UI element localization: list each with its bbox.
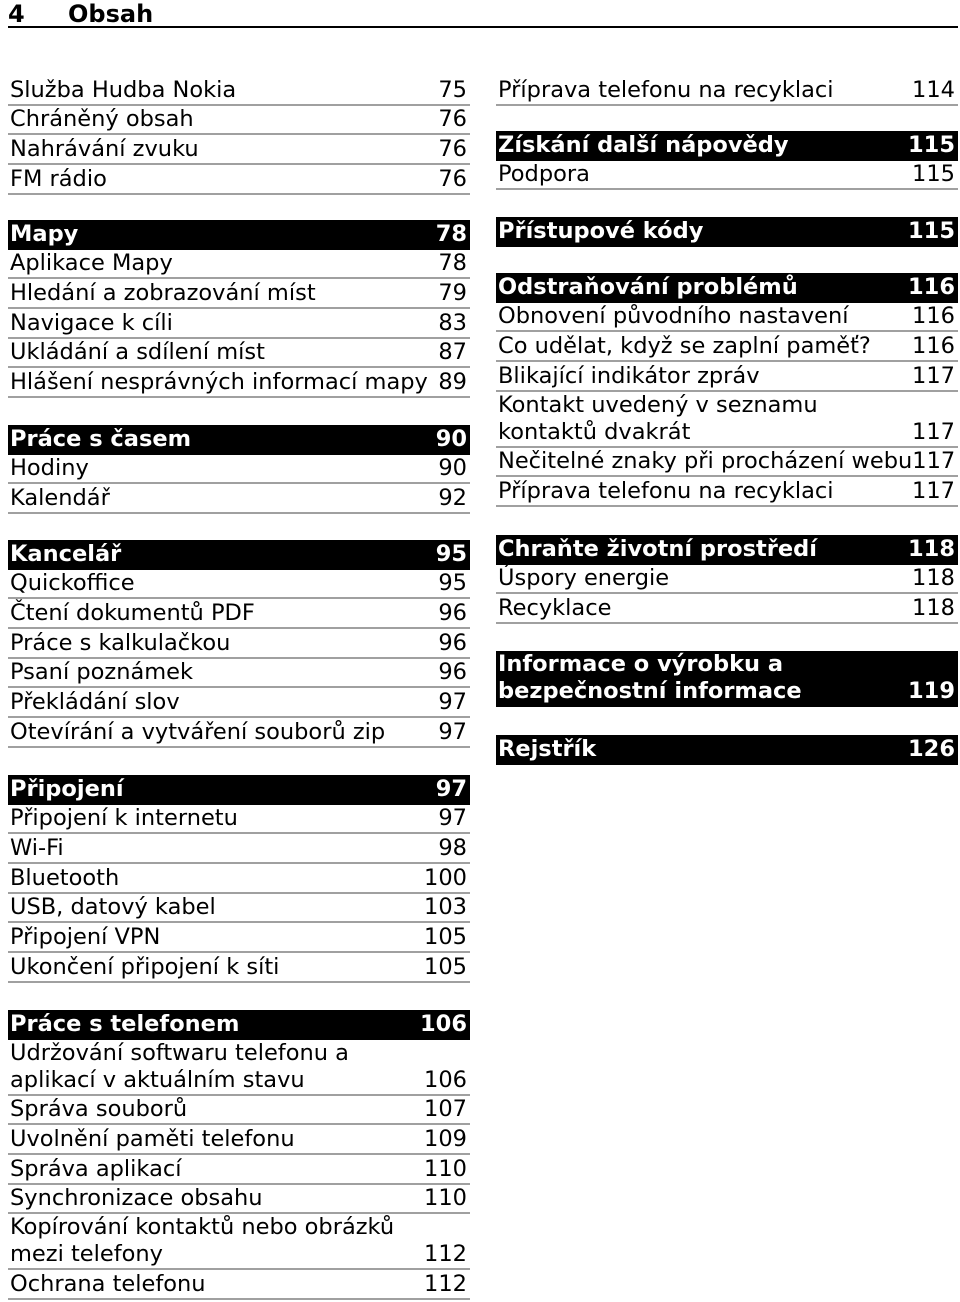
toc-entry-page: 95	[438, 570, 467, 597]
toc-entry-page: 115	[908, 217, 955, 244]
toc-entry-title: Nahrávání zvuku	[10, 136, 199, 163]
toc-section-heading[interactable]	[8, 775, 470, 805]
toc-entry[interactable]	[496, 303, 958, 333]
toc-entry-title: Obnovení původního nastavení	[498, 303, 849, 330]
toc-entry-title: Ukládání a sdílení míst	[10, 339, 265, 366]
toc-entry-page: 118	[912, 565, 955, 592]
toc-entry-page: 110	[424, 1185, 467, 1212]
toc-entry-title: USB, datový kabel	[10, 894, 216, 921]
toc-entry[interactable]	[8, 1155, 470, 1185]
toc-entry-title: Práce s telefonem	[10, 1010, 240, 1037]
toc-entry[interactable]	[496, 448, 958, 478]
page-number: 4	[8, 0, 25, 28]
page-title: Obsah	[68, 0, 154, 28]
toc-entry-title: Otevírání a vytváření souborů zip	[10, 718, 386, 745]
toc-entry[interactable]	[496, 76, 958, 106]
toc-entry-title: Přístupové kódy	[498, 217, 704, 244]
toc-entry-page: 103	[424, 894, 467, 921]
toc-entry-page: 106	[424, 1066, 467, 1093]
toc-entry-page: 118	[912, 595, 955, 622]
toc-entry-page: 118	[908, 535, 955, 562]
toc-entry[interactable]	[496, 477, 958, 507]
toc-entry[interactable]	[8, 76, 470, 106]
toc-entry-title: Rejstřík	[498, 735, 597, 762]
toc-entry-title: Uvolnění paměti telefonu	[10, 1126, 295, 1153]
toc-entry-title: Blikající indikátor zpráv	[498, 362, 760, 389]
toc-entry[interactable]	[8, 250, 470, 280]
toc-entry[interactable]	[496, 362, 958, 392]
toc-entry-title: FM rádio	[10, 165, 107, 192]
toc-entry-page: 95	[435, 540, 467, 567]
toc-entry-title: Aplikace Mapy	[10, 250, 173, 277]
toc-entry-title: Chraňte životní prostředí	[498, 535, 817, 562]
toc-entry-title: Kopírování kontaktů nebo obrázků mezi telefony	[10, 1214, 395, 1268]
toc-section	[8, 425, 470, 514]
toc-entry-title: Kancelář	[10, 540, 122, 567]
toc-entry[interactable]	[8, 629, 470, 659]
toc-entry-title: Wi-Fi	[10, 835, 64, 862]
toc-entry-page: 97	[438, 689, 467, 716]
toc-entry-page: 78	[435, 220, 467, 247]
toc-entry-page: 117	[912, 418, 955, 445]
toc-section	[496, 131, 958, 190]
toc-section	[496, 735, 958, 765]
toc-entry-title: Navigace k cíli	[10, 309, 173, 336]
toc-entry-title: Odstraňování problémů	[498, 273, 798, 300]
toc-entry-page: 116	[912, 303, 955, 330]
toc-entry[interactable]	[496, 594, 958, 624]
toc-entry-page: 114	[912, 76, 955, 103]
toc-entry-page: 76	[438, 165, 467, 192]
toc-entry-title: Mapy	[10, 220, 79, 247]
toc-entry-page: 109	[424, 1126, 467, 1153]
toc-section-heading[interactable]	[496, 651, 958, 707]
toc-entry-title: Co udělat, když se zaplní paměť?	[498, 333, 871, 360]
toc-section	[8, 775, 470, 983]
toc-entry[interactable]	[496, 161, 958, 191]
toc-entry-page: 78	[438, 250, 467, 277]
toc-entry-page: 100	[424, 864, 467, 891]
toc-entry-title: Podpora	[498, 161, 590, 188]
toc-entry[interactable]	[496, 392, 958, 448]
toc-entry-title: Ochrana telefonu	[10, 1271, 206, 1298]
toc-entry[interactable]	[8, 455, 470, 485]
toc-section	[496, 535, 958, 624]
toc-entry-page: 89	[438, 369, 467, 396]
toc-entry-page: 117	[912, 448, 956, 475]
toc-entry-page: 115	[908, 131, 955, 158]
toc-section	[496, 651, 958, 707]
toc-entry[interactable]	[8, 106, 470, 136]
toc-entry-page: 87	[438, 339, 467, 366]
toc-entry[interactable]	[8, 1125, 470, 1155]
toc-entry-title: Hodiny	[10, 455, 89, 482]
toc-entry-page: 115	[912, 161, 955, 188]
toc-entry[interactable]	[8, 165, 470, 195]
toc-entry-title: Práce s časem	[10, 425, 192, 452]
toc-entry-page: 126	[908, 735, 955, 762]
toc-entry-title: Správa aplikací	[10, 1155, 182, 1182]
toc-entry[interactable]	[8, 864, 470, 894]
toc-entry-title: Quickoffice	[10, 570, 135, 597]
toc-entry-page: 98	[438, 835, 467, 862]
toc-entry-title: Hlášení nesprávných informací mapy	[10, 369, 428, 396]
toc-entry[interactable]	[8, 484, 470, 514]
toc-entry-title: Psaní poznámek	[10, 659, 194, 686]
toc-section	[496, 273, 958, 507]
toc-entry-title: Příprava telefonu na recyklaci	[498, 478, 834, 505]
toc-entry-title: Připojení VPN	[10, 924, 161, 951]
toc-entry-title: Příprava telefonu na recyklaci	[498, 76, 834, 103]
toc-section	[496, 217, 958, 247]
toc-entry-page: 112	[424, 1271, 467, 1298]
toc-section	[8, 1010, 470, 1300]
toc-entry-title: Synchronizace obsahu	[10, 1185, 263, 1212]
toc-entry[interactable]	[8, 953, 470, 983]
toc-entry-page: 110	[424, 1155, 467, 1182]
toc-entry[interactable]	[8, 1270, 470, 1300]
toc-entry-page: 79	[438, 280, 467, 307]
toc-entry-title: Služba Hudba Nokia	[10, 76, 237, 103]
toc-entry-page: 97	[435, 775, 467, 802]
toc-entry[interactable]	[8, 339, 470, 369]
toc-entry-title: Překládání slov	[10, 689, 180, 716]
toc-entry-page: 96	[438, 659, 467, 686]
toc-entry-page: 96	[438, 600, 467, 627]
toc-entry[interactable]	[8, 1214, 470, 1270]
toc-section	[496, 76, 958, 106]
toc-entry-page: 97	[438, 718, 467, 745]
toc-entry-title: Udržování softwaru telefonu a aplikací v aktuálním stavu	[10, 1039, 349, 1093]
toc-section-heading[interactable]	[8, 425, 470, 455]
toc-entry[interactable]	[496, 565, 958, 595]
toc-entry-page: 90	[435, 425, 467, 452]
toc-entry-page: 105	[424, 953, 467, 980]
toc-entry-title: Nečitelné znaky při procházení webu	[498, 448, 913, 475]
toc-section-heading[interactable]	[496, 131, 958, 161]
toc-entry-title: Získání další nápovědy	[498, 131, 789, 158]
toc-entry[interactable]	[8, 834, 470, 864]
toc-section-heading[interactable]	[496, 735, 958, 765]
toc-entry[interactable]	[8, 279, 470, 309]
toc-entry[interactable]	[8, 368, 470, 398]
toc-entry-title: Kontakt uvedený v seznamu kontaktů dvakrát	[498, 391, 818, 445]
toc-entry[interactable]	[8, 135, 470, 165]
toc-entry-page: 112	[424, 1241, 467, 1268]
toc-entry-page: 76	[438, 136, 467, 163]
toc-section-heading[interactable]	[496, 535, 958, 565]
toc-section	[8, 76, 470, 195]
toc-entry-title: Správa souborů	[10, 1096, 188, 1123]
toc-entry[interactable]	[8, 894, 470, 924]
toc-entry[interactable]	[8, 659, 470, 689]
toc-entry-page: 92	[438, 485, 467, 512]
toc-entry-page: 116	[912, 333, 955, 360]
toc-entry[interactable]	[8, 688, 470, 718]
toc-entry[interactable]	[8, 309, 470, 339]
toc-entry-title: Práce s kalkulačkou	[10, 629, 231, 656]
toc-entry[interactable]	[8, 805, 470, 835]
toc-entry[interactable]	[8, 1096, 470, 1126]
toc-entry-page: 83	[438, 309, 467, 336]
toc-entry-page: 75	[438, 76, 467, 103]
toc-entry-title: Hledání a zobrazování míst	[10, 280, 316, 307]
toc-entry-title: Ukončení připojení k síti	[10, 953, 280, 980]
toc-entry-title: Připojení k internetu	[10, 805, 238, 832]
toc-entry-page: 90	[438, 455, 467, 482]
toc-entry[interactable]	[8, 923, 470, 953]
toc-entry-title: Bluetooth	[10, 864, 120, 891]
toc-entry-title: Chráněný obsah	[10, 106, 194, 133]
toc-entry-page: 117	[912, 478, 955, 505]
toc-entry-page: 76	[438, 106, 467, 133]
toc-entry-page: 97	[438, 805, 467, 832]
toc-entry-page: 105	[424, 924, 467, 951]
page-header	[8, 0, 958, 28]
toc-entry-page: 106	[420, 1010, 467, 1037]
toc-entry[interactable]	[8, 1040, 470, 1096]
toc-section	[8, 540, 470, 748]
toc-section-heading[interactable]	[496, 273, 958, 303]
toc-entry-page: 96	[438, 629, 467, 656]
toc-entry-title: Informace o výrobku a bezpečnostní informace	[498, 651, 802, 704]
toc-entry-page: 107	[424, 1096, 467, 1123]
toc-entry[interactable]	[496, 332, 958, 362]
toc-section-heading[interactable]	[8, 220, 470, 250]
toc-entry-title: Úspory energie	[498, 565, 670, 592]
toc-entry-page: 119	[908, 678, 955, 704]
toc-entry[interactable]	[8, 1185, 470, 1215]
toc-entry[interactable]	[8, 599, 470, 629]
toc-entry-page: 117	[912, 362, 955, 389]
toc-entry-title: Připojení	[10, 775, 124, 802]
toc-section-heading[interactable]	[8, 540, 470, 570]
toc-entry[interactable]	[8, 718, 470, 748]
toc-section-heading[interactable]	[8, 1010, 470, 1040]
toc-entry-page: 116	[908, 273, 955, 300]
toc-entry[interactable]	[8, 570, 470, 600]
toc-section-heading[interactable]	[496, 217, 958, 247]
toc-entry-title: Kalendář	[10, 485, 110, 512]
toc-section	[8, 220, 470, 398]
toc-entry-title: Čtení dokumentů PDF	[10, 600, 255, 627]
toc-entry-title: Recyklace	[498, 595, 612, 622]
